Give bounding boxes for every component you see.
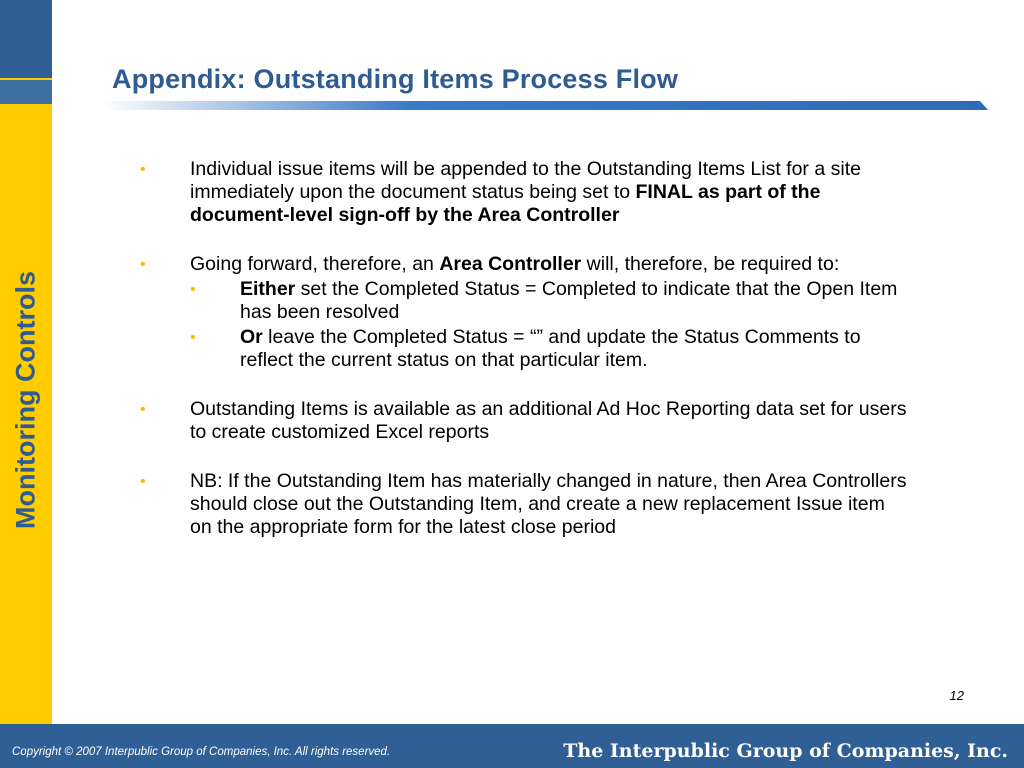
sidebar-top-block [0,0,52,78]
sub-bullet-bold-text: Either [240,278,296,300]
sub-bullet-bold-text: Or [240,326,263,348]
sub-bullet-item [190,278,910,324]
bullet-text: Going forward, therefore, an [190,253,440,275]
bullet-text: NB: If the Outstanding Item has materially changed in nature, then Area Controllers should close out the Outstanding Item, and create a new replacement Issue item on the appropriate form for the latest close period [190,470,907,538]
bullet-dot-icon: • [140,256,146,273]
page-number: 12 [949,688,964,703]
bullet-text: Individual issue items will be appended to the Outstanding Items List for a site immediately upon the document status being set to [190,158,861,203]
bullet-item [140,158,910,227]
bullet-dot-icon: • [140,161,146,178]
bullet-dot-icon: • [140,473,146,490]
sidebar-section-label: Monitoring Controls [10,271,41,529]
bullet-text: Outstanding Items is available as an additional Ad Hoc Reporting data set for users to create customized Excel reports [190,398,907,443]
bullet-item [140,398,910,444]
copyright-text: Copyright © 2007 Interpublic Group of Companies, Inc. All rights reserved. [12,746,391,758]
bullet-bold-text: FINAL as part of the document-level sign-off by the Area Controller [190,181,821,226]
bullet-dot-icon: • [140,401,146,418]
bullet-bold-text: Area Controller [439,253,582,275]
footer-bar [0,724,1024,768]
bullet-text: will, therefore, be required to: [581,253,840,275]
sub-bullet-text: set the Completed Status = Completed to indicate that the Open Item has been resolved [240,278,898,323]
bullet-item [140,253,910,372]
company-name: The Interpublic Group of Companies, Inc. [563,740,1008,762]
sidebar-band [0,0,52,724]
title-underline [100,101,988,110]
sub-bullet-item [190,326,910,372]
bullet-item [140,470,910,539]
slide-title: Appendix: Outstanding Items Process Flow [112,64,679,94]
sub-bullet-text: leave the Completed Status = “” and update the Status Comments to reflect the current status on that particular item. [240,326,861,371]
slide-body [140,158,910,565]
sidebar-accent-block [0,80,52,104]
sub-bullet-dot-icon: • [190,329,196,346]
sub-bullet-dot-icon: • [190,281,196,298]
